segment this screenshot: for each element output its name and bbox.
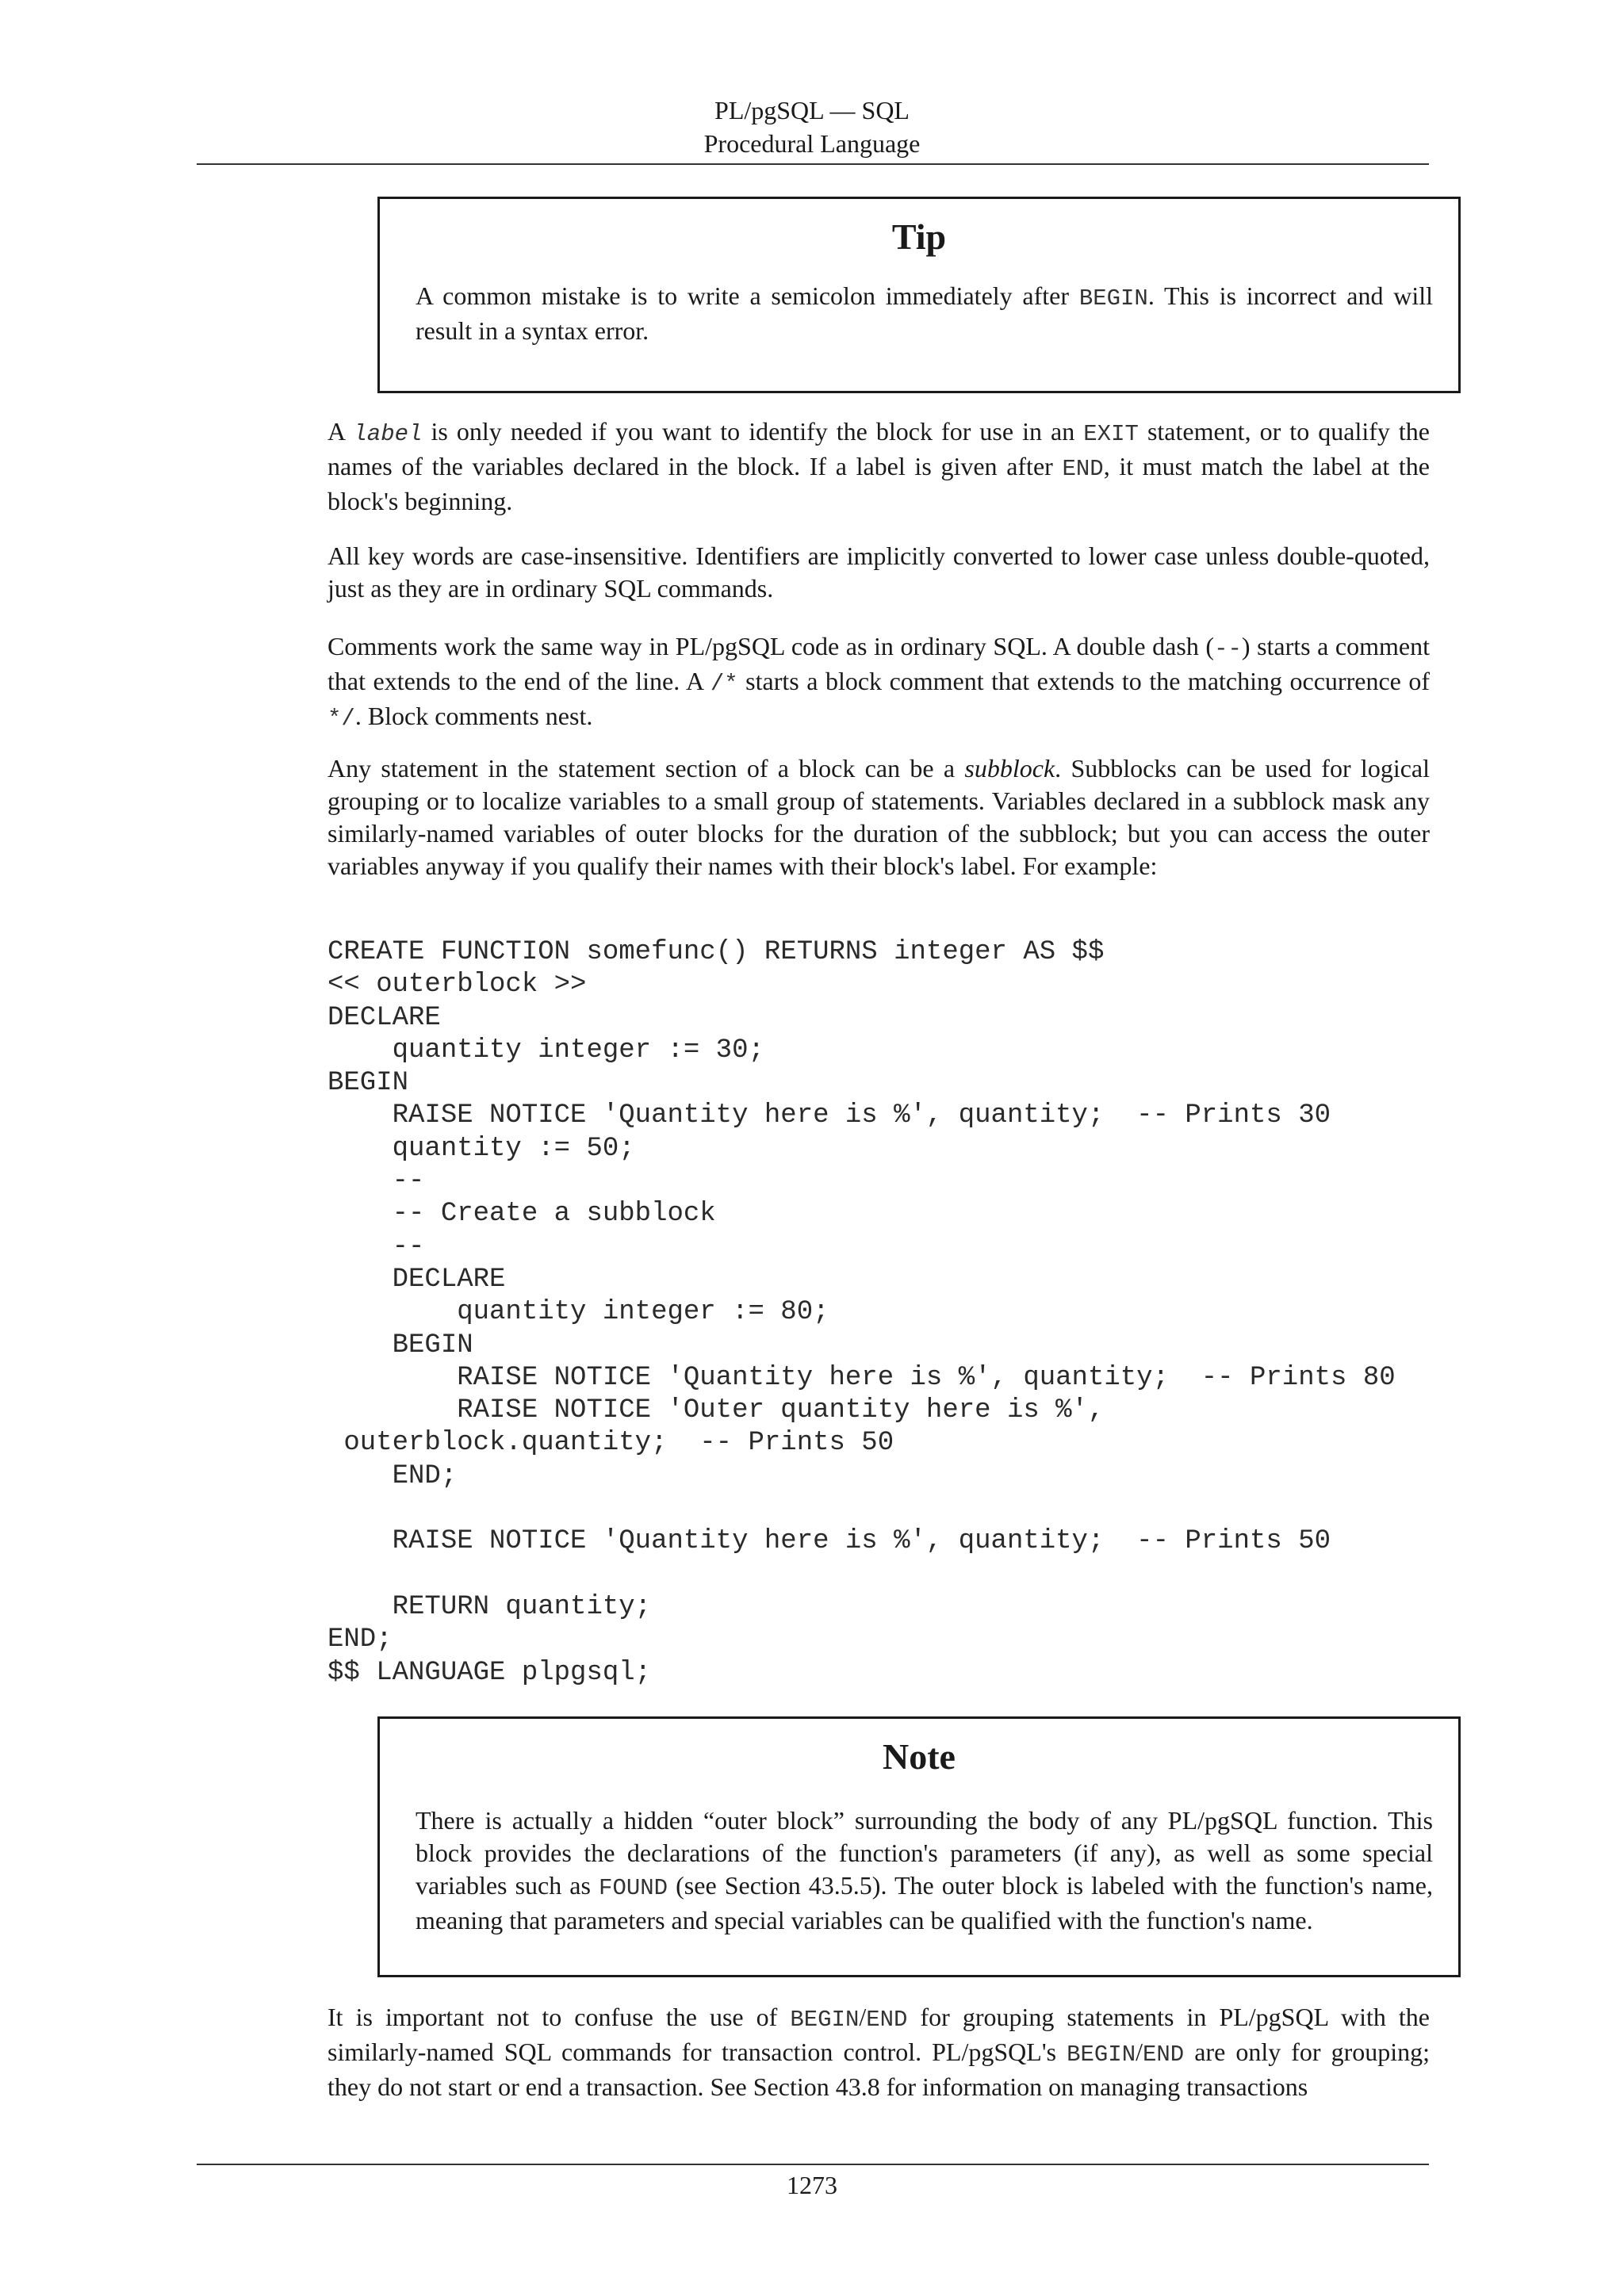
inline-code: END [866, 2007, 908, 2033]
subblock-term: subblock [964, 754, 1055, 783]
paragraph-subblock: Any statement in the statement section of a block can be a subblock. Subblocks can be used for logical grouping or to localize variables to a small group of statements. Variables declared in a subblock mask any similarly-named variables of outer blocks for the duration of the subblock; but you can access the outer variables anyway if you qualify their names with their block's label. For example: [327, 754, 1431, 880]
header-title: PL/pgSQL — SQL [714, 96, 910, 124]
inline-code: /* [710, 671, 738, 697]
inline-code: EXIT [1083, 421, 1139, 447]
paragraph-comments: Comments work the same way in PL/pgSQL code as in ordinary SQL. A double dash (--) starts a comment that extends to the end of the line. A /* starts a block comment that extends to the matching occurrence of */. Block comments nest. [327, 632, 1431, 732]
tip-text: A common mistake is to write a semicolon immediately after BEGIN. This is incorrect and will result in a syntax error. [416, 281, 1434, 345]
inline-code: END [1142, 2042, 1185, 2068]
paragraph-label: A label is only needed if you want to identify the block for use in an EXIT statement, or to qualify the names of the variables declared in the block. If a label is given after END, it must match the label at the block's beginning. [327, 417, 1431, 515]
inline-code: BEGIN [1067, 2042, 1136, 2068]
footer-rule [197, 2164, 1429, 2165]
page-header [0, 94, 1624, 160]
label-term: label [353, 421, 423, 447]
note-box [377, 1716, 1461, 1977]
tip-title: Tip [891, 216, 947, 257]
code-example: CREATE FUNCTION somefunc() RETURNS integer AS $$ << outerblock >> DECLARE quantity integer := 30; BEGIN RAISE NOTICE 'Quantity here is %', quantity; -- Prints 30 quantity := 50; -- -- Create a subblock -- DECLARE quantity integer := 80; BEGIN RAISE NOTICE 'Quantity here is %', quantity; -- Prints 80 RAISE NOTICE 'Outer quantity here is %', outerblock.quantity; -- Prints 50 END; RAISE NOTICE 'Quantity here is %', quantity; -- Prints 50 RETURN quantity; END; $$ LANGUAGE plpgsql; [327, 937, 1396, 1688]
inline-code: END [1062, 456, 1104, 482]
inline-code: BEGIN [790, 2007, 860, 2033]
page-number: 1273 [787, 2171, 837, 2199]
note-title: Note [883, 1736, 956, 1777]
note-text: There is actually a hidden “outer block” surrounding the body of any PL/pgSQL function. This block provides the declarations of the function's parameters (if any), as well as some special variables such as FOUND (see Section 43.5.5). The outer block is labeled with the function's name, meaning that parameters and special variables can be qualified with the function's name. [416, 1806, 1434, 1934]
header-subtitle: Procedural Language [703, 129, 921, 158]
tip-box [377, 197, 1461, 393]
header-rule [197, 163, 1429, 165]
paragraph-case: All key words are case-insensitive. Identifiers are implicitly converted to lower case unless double-quoted, just as they are in ordinary SQL commands. [327, 541, 1430, 603]
inline-code: FOUND [599, 1875, 668, 1901]
inline-code: */ [327, 706, 355, 732]
inline-code: BEGIN [1078, 285, 1148, 312]
paragraph-transactions: It is important not to confuse the use of BEGIN/END for grouping statements in PL/pgSQL with the similarly-named SQL commands for transaction control. PL/pgSQL's BEGIN/END are only for grouping; they do not start or end a transaction. See Section 43.8 for information on managing transactions [327, 2003, 1431, 2101]
inline-code: -- [1214, 636, 1242, 662]
